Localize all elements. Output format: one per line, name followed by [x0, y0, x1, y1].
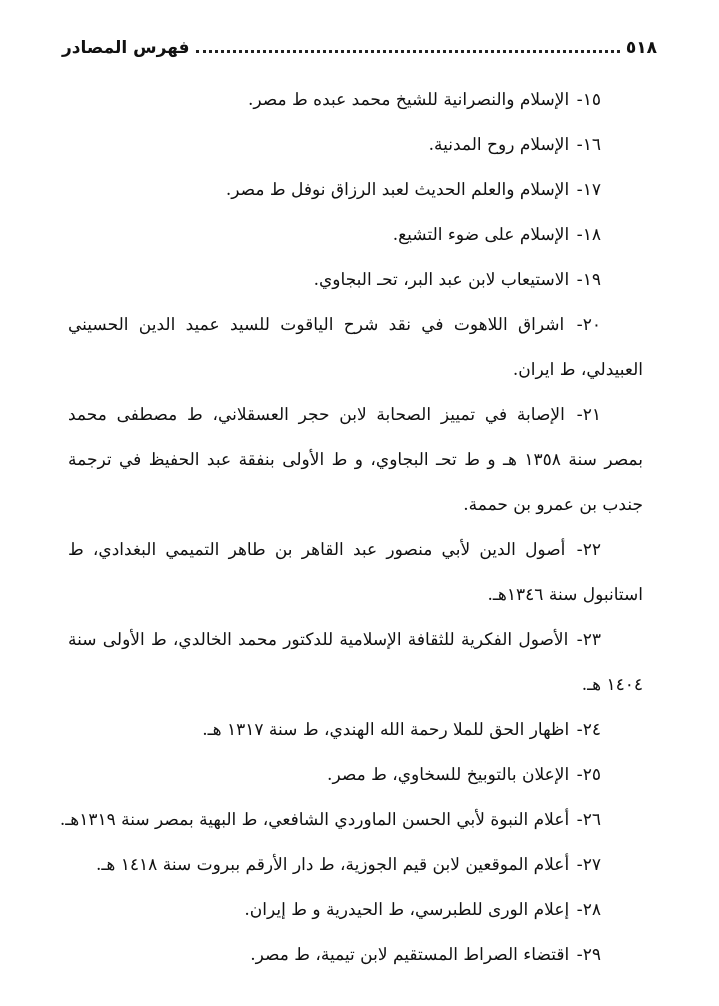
list-item	[68, 888, 643, 933]
entry-number: ٢٠-	[576, 315, 601, 335]
entry-number: ٢١-	[576, 405, 602, 425]
entry-number: ٢٨-	[576, 900, 601, 920]
list-item	[68, 213, 643, 258]
list-item	[68, 168, 643, 213]
running-title: فهرس المصادر	[62, 38, 190, 58]
bibliography-list	[59, 78, 643, 978]
entry-text: الإسلام روح المدنية.	[428, 135, 570, 155]
entry-number: ٢٩-	[576, 945, 601, 965]
list-item	[68, 393, 643, 528]
entry-text: الأصول الفكرية للثقافة الإسلامية للدكتور محمد الخالدي، ط الأولى سنة ١٤٠٤ هـ.	[68, 630, 643, 695]
list-item	[59, 798, 643, 843]
entry-text: الإسلام والعلم الحديث لعبد الرزاق نوفل ط مصر.	[225, 180, 570, 200]
entry-number: ١٧-	[576, 180, 601, 200]
list-item	[68, 78, 643, 123]
page-number: ٥١٨	[625, 38, 657, 58]
entry-number: ١٦-	[576, 135, 601, 155]
entry-number: ١٩-	[576, 270, 601, 290]
entry-number: ١٨-	[576, 225, 601, 245]
entry-number: ٢٧-	[576, 855, 601, 875]
page-header	[62, 30, 657, 58]
list-item	[68, 528, 643, 618]
entry-text: إعلام الورى للطبرسي، ط الحيدرية و ط إيران.	[244, 900, 570, 920]
entry-text: الإسلام والنصرانية للشيخ محمد عبده ط مصر.	[248, 90, 570, 110]
entry-text: أعلام النبوة لأبي الحسن الماوردي الشافعي، ط البهية بمصر سنة ١٣١٩هـ.	[59, 810, 570, 830]
list-item	[68, 843, 643, 888]
entry-number: ٢٢-	[576, 540, 601, 560]
list-item	[68, 258, 643, 303]
list-item	[68, 303, 643, 393]
entry-number: ٢٥-	[576, 765, 601, 785]
entry-text: أعلام الموقعين لابن قيم الجوزية، ط دار الأرقم ببروت سنة ١٤١٨ هـ.	[96, 855, 570, 875]
entry-number: ٢٣-	[576, 630, 601, 650]
list-item	[68, 753, 643, 798]
list-item	[68, 933, 643, 978]
entry-number: ٢٤-	[576, 720, 601, 740]
entry-text: اظهار الحق للملا رحمة الله الهندي، ط سنة ١٣١٧ هـ.	[202, 720, 570, 740]
entry-number: ٢٦-	[576, 810, 601, 830]
entry-text: الاستيعاب لابن عبد البر، تحـ البجاوي.	[313, 270, 570, 290]
entry-text: أصول الدين لأبي منصور عبد القاهر بن طاهر التميمي البغدادي، ط استانبول سنة ١٣٤٦هـ.	[68, 540, 643, 605]
entry-text: الإعلان بالتوبيخ للسخاوي، ط مصر.	[327, 765, 570, 785]
entry-text: اشراق اللاهوت في نقد شرح الياقوت للسيد عميد الدين الحسيني العبيدلي، ط ايران.	[68, 315, 643, 380]
list-item	[68, 618, 643, 708]
list-item	[68, 123, 643, 168]
entry-text: اقتضاء الصراط المستقيم لابن تيمية، ط مصر.	[250, 945, 570, 965]
entry-text: الإسلام على ضوء التشيع.	[392, 225, 570, 245]
entry-text: الإصابة في تمييز الصحابة لابن حجر العسقلاني، ط مصطفى محمد بمصر سنة ١٣٥٨ هـ و ط تحـ البجاوي، و ط الأولى بنفقة عبد الحفيظ في ترجمة جندب بن عمرو بن حممة.	[68, 405, 643, 515]
header-dotted-leader	[196, 50, 620, 53]
entry-number: ١٥-	[576, 90, 601, 110]
list-item	[68, 708, 643, 753]
